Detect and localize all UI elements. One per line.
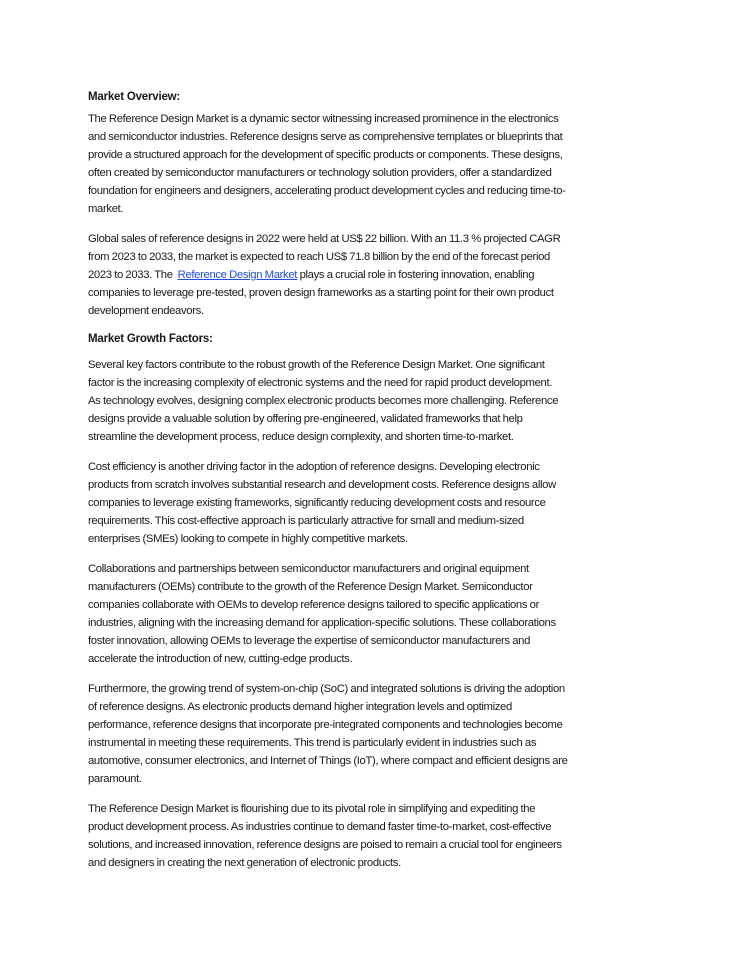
text-line: Collaborations and partnerships between semiconductor manufacturers and original equipment xyxy=(88,563,529,575)
text-line: performance, reference designs that incorporate pre-integrated components and technologies become xyxy=(88,719,563,731)
text-line: factor is the increasing complexity of electronic systems and the need for rapid product development. xyxy=(88,377,553,389)
text-line: foster innovation, allowing OEMs to leverage the expertise of semiconductor manufacturers and xyxy=(88,635,531,647)
text-line: Furthermore, the growing trend of system-on-chip (SoC) and integrated solutions is driving the adoption xyxy=(88,683,565,695)
text-line: Several key factors contribute to the robust growth of the Reference Design Market. One significant xyxy=(88,359,545,371)
text-line: instrumental in meeting these requirements. This trend is particularly evident in industries such as xyxy=(88,737,537,749)
text-line: companies to leverage existing frameworks, significantly reducing development costs and resource xyxy=(88,497,546,509)
text-line: designs provide a valuable solution by offering pre-engineered, validated frameworks that help xyxy=(88,413,523,425)
text-line: The Reference Design Market is flourishing due to its pivotal role in simplifying and expediting the xyxy=(88,803,536,815)
text-line: and semiconductor industries. Reference designs serve as comprehensive templates or blueprints that xyxy=(88,131,563,143)
text-line: often created by semiconductor manufacturers or technology solution providers, offer a standardized xyxy=(88,167,552,179)
text-line: automotive, consumer electronics, and Internet of Things (IoT), where compact and efficient designs are xyxy=(88,755,568,767)
text-line: from 2023 to 2033, the market is expected to reach US$ 71.8 billion by the end of the forecast period xyxy=(88,251,550,263)
text-line: requirements. This cost-effective approach is particularly attractive for small and medium-sized xyxy=(88,515,524,527)
paragraph-key-factors xyxy=(88,356,658,446)
text-line: and designers in creating the next generation of electronic products. xyxy=(88,857,401,869)
text-line: companies to leverage pre-tested, proven design frameworks as a starting point for their own product xyxy=(88,287,554,299)
text-line: foundation for engineers and designers, accelerating product development cycles and reducing time-to- xyxy=(88,185,566,197)
text-line: As technology evolves, designing complex electronic products becomes more challenging. Reference xyxy=(88,395,559,407)
text-line: Cost efficiency is another driving factor in the adoption of reference designs. Developing electronic xyxy=(88,461,540,473)
text-line: market. xyxy=(88,203,124,215)
heading-market-overview: Market Overview: xyxy=(88,91,181,103)
text-line: The Reference Design Market is a dynamic sector witnessing increased prominence in the electronics xyxy=(88,113,559,125)
reference-design-market-link[interactable]: Reference Design Market xyxy=(177,269,298,281)
text-line: Global sales of reference designs in 2022 were held at US$ 22 billion. With an 11.3 % projected CAGR xyxy=(88,233,561,245)
text-line: provide a structured approach for the development of specific products or components. These designs, xyxy=(88,149,563,161)
paragraph-overview xyxy=(88,110,658,218)
heading-market-growth-factors: Market Growth Factors: xyxy=(88,333,213,345)
text-segment: plays a crucial role in fostering innovation, enabling xyxy=(297,269,535,281)
text-line: development endeavors. xyxy=(88,305,204,317)
text-line: solutions, and increased innovation, reference designs are poised to remain a crucial tool for engineers xyxy=(88,839,562,851)
text-line: industries, aligning with the increasing demand for application-specific solutions. These collaborations xyxy=(88,617,556,629)
text-line: companies collaborate with OEMs to develop reference designs tailored to specific applications or xyxy=(88,599,539,611)
text-line: streamline the development process, reduce design complexity, and shorten time-to-market. xyxy=(88,431,514,443)
text-line: manufacturers (OEMs) contribute to the growth of the Reference Design Market. Semiconductor xyxy=(88,581,533,593)
paragraph-cost-efficiency xyxy=(88,458,658,548)
paragraph-soc-trend xyxy=(88,680,658,788)
document-page xyxy=(88,88,658,884)
text-line: of reference designs. As electronic products demand higher integration levels and optimized xyxy=(88,701,512,713)
text-line: enterprises (SMEs) looking to compete in highly competitive markets. xyxy=(88,533,408,545)
text-line: accelerate the introduction of new, cutting-edge products. xyxy=(88,653,353,665)
text-segment: 2023 to 2033. The xyxy=(88,269,178,281)
paragraph-conclusion xyxy=(88,800,658,872)
paragraph-global-sales xyxy=(88,230,658,320)
text-line xyxy=(88,266,658,284)
paragraph-collaborations xyxy=(88,560,658,668)
text-line: paramount. xyxy=(88,773,142,785)
text-line: products from scratch involves substantial research and development costs. Reference designs allow xyxy=(88,479,556,491)
text-line: product development process. As industries continue to demand faster time-to-market, cost-effective xyxy=(88,821,552,833)
